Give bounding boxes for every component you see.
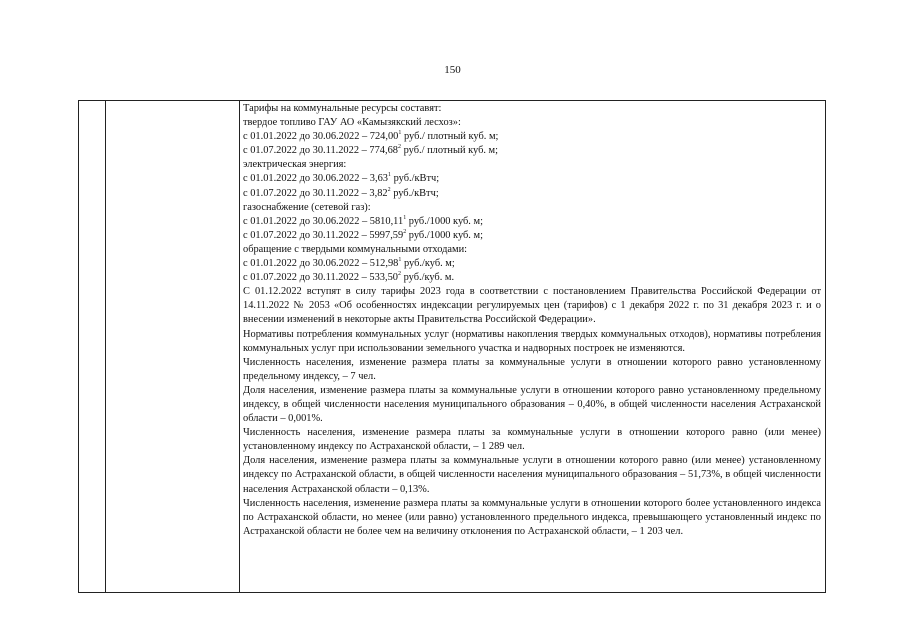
footnote-marker: 1 bbox=[398, 130, 402, 137]
content-table bbox=[78, 100, 826, 593]
paragraph-norms: Нормативы потребления коммунальных услуг (нормативы накопления твердых коммунальных отходов), нормативы потребления коммунальных услуг при использовании земельного участка и надворных построек не изменяются. bbox=[243, 328, 821, 354]
column-divider-2 bbox=[239, 101, 240, 592]
fuel-line-1: с 01.01.2022 до 30.06.2022 – 724,00$^1$ руб./ плотный куб. м; bbox=[243, 130, 499, 143]
gas-heading: газоснабжение (сетевой газ): bbox=[243, 201, 371, 213]
gas-line-2: с 01.07.2022 до 30.11.2022 – 5997,59$^2$ руб./1000 куб. м; bbox=[243, 228, 483, 241]
paragraph-population-regional: Численность населения, изменение размера платы за коммунальные услуги в отношении которого равно (или менее) установленному индексу по Астраханской области, – 1 289 чел. bbox=[243, 427, 821, 453]
gas-line-1: с 01.01.2022 до 30.06.2022 – 5810,11$^1$ руб./1000 куб. м; bbox=[243, 214, 483, 227]
waste-heading: обращение с твердыми коммунальными отходами: bbox=[243, 243, 468, 255]
footnote-marker: 2 bbox=[403, 228, 407, 235]
footnote-marker: 2 bbox=[397, 144, 401, 151]
footnote-marker: 1 bbox=[398, 257, 402, 264]
paragraph-share-regional: Доля населения, изменение размера платы за коммунальные услуги в отношении которого равно (или менее) установленному индексу по Астраханской области, в общей численности населения муниципального образования – 51,73%, в общей численности населения Астраханской области – 0,13%. bbox=[243, 455, 821, 495]
paragraph-tariffs-2023: С 01.12.2022 вступят в силу тарифы 2023 года в соответствии с постановлением Правительства Российской Федерации от 14.11.2022 № 2053 «Об особенностях индексации регулируемых цен (тарифов) с 1 декабря 2022 г. по 31 декабря 2023 г. и о внесении изменений в некоторые акты Правительства Российской Федерации». bbox=[243, 286, 821, 326]
electricity-line-1: с 01.01.2022 до 30.06.2022 – 3,63$^1$ руб./кВтч; bbox=[243, 172, 440, 185]
electricity-heading: электрическая энергия: bbox=[243, 159, 347, 171]
paragraph-population-limit: Численность населения, изменение размера платы за коммунальные услуги в отношении которого равно установленному предельному индексу, – 7 чел. bbox=[243, 356, 821, 382]
waste-line-2: с 01.07.2022 до 30.11.2022 – 533,50$^2$ руб./куб. м. bbox=[243, 271, 455, 284]
paragraph-share-limit: Доля населения, изменение размера платы за коммунальные услуги в отношении которого равно установленному предельному индексу, в общей численности населения муниципального образования – 0,40%, в общей численности населения Астраханской области – 0,001%. bbox=[243, 384, 821, 425]
fuel-heading: твердое топливо ГАУ АО «Камызякский лесхоз»: bbox=[243, 117, 461, 129]
column-divider-1 bbox=[105, 101, 106, 592]
paragraph-population-above: Численность населения, изменение размера платы за коммунальные услуги в отношении которого более установленного индекса по Астраханской области, но менее (или равно) установленного предельного индекса, превышающего установленный индекс по Астраханской области не более чем на величину отклонения по Астраханской области, – 1 203 чел. bbox=[243, 497, 821, 537]
content-cell bbox=[243, 102, 821, 539]
tariffs-intro: Тарифы на коммунальные ресурсы составят: bbox=[243, 103, 442, 114]
footnote-marker: 2 bbox=[387, 186, 391, 193]
waste-line-1: с 01.01.2022 до 30.06.2022 – 512,98$^1$ руб./куб. м; bbox=[243, 257, 455, 270]
footnote-marker: 1 bbox=[387, 172, 391, 179]
footnote-marker: 2 bbox=[397, 271, 401, 278]
fuel-line-2: с 01.07.2022 до 30.11.2022 – 774,68$^2$ руб./ плотный куб. м; bbox=[243, 144, 499, 157]
page-number: 150 bbox=[444, 64, 461, 76]
electricity-line-2: с 01.07.2022 до 30.11.2022 – 3,82$^2$ руб./кВтч; bbox=[243, 186, 439, 199]
footnote-marker: 1 bbox=[403, 214, 407, 221]
